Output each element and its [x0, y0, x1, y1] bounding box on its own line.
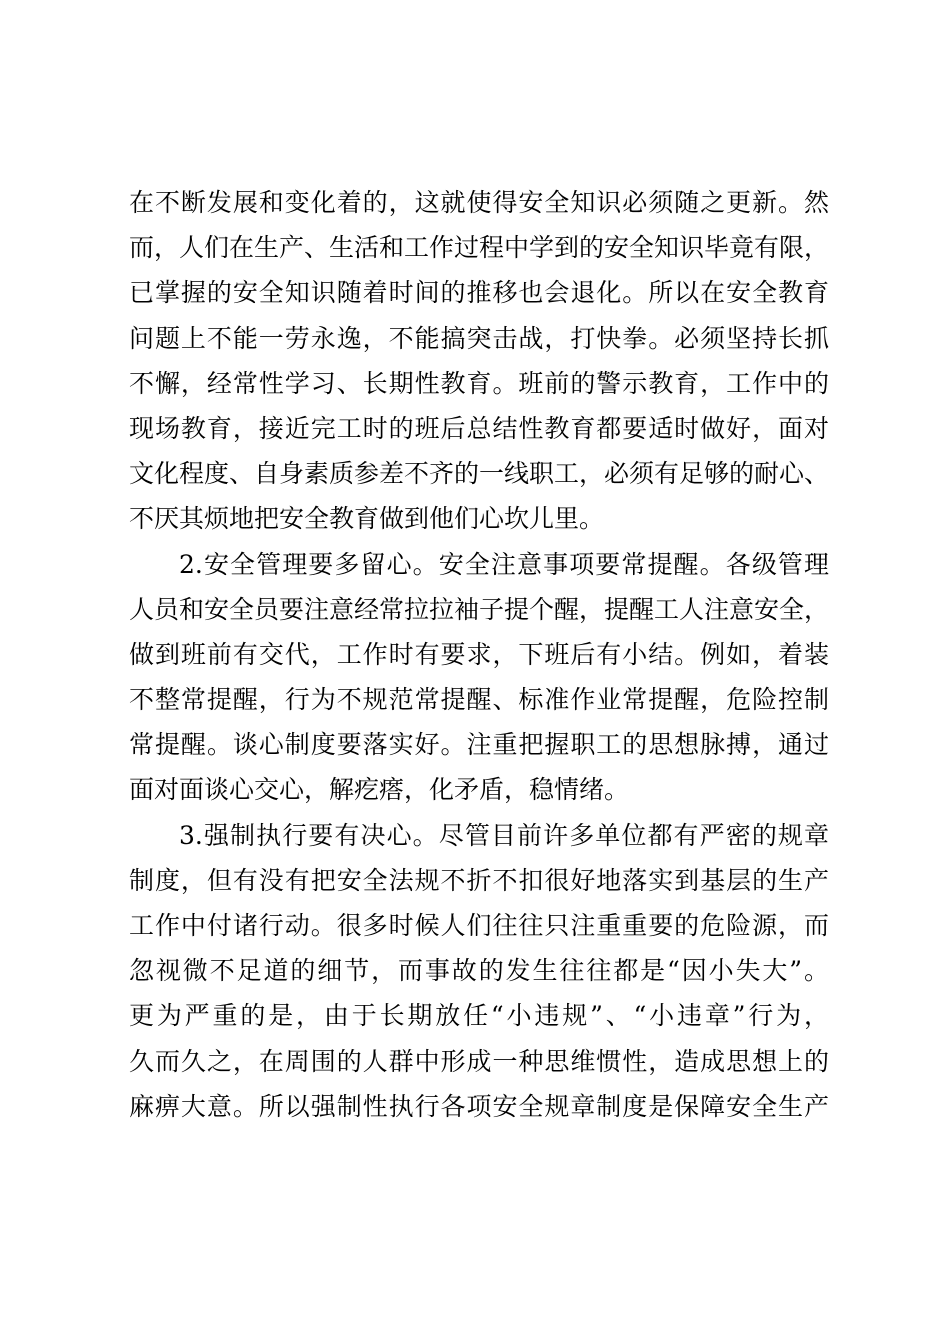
text-line: 问题上不能一劳永逸，不能搞突击战，打快拳。必须坚持长抓: [129, 323, 829, 353]
paragraph-1: [129, 180, 829, 542]
text-line: 常提醒。谈心制度要落实好。注重把握职工的思想脉搏，通过: [129, 730, 829, 760]
text-line: 久而久之，在周围的人群中形成一种思维惯性，造成思想上的: [129, 1046, 829, 1076]
text-line: 不整常提醒，行为不规范常提醒、标准作业常提醒，危险控制: [129, 685, 829, 715]
paragraph-3: [129, 813, 829, 1129]
text-line: 麻痹大意。所以强制性执行各项安全规章制度是保障安全生产: [129, 1091, 829, 1121]
text-line: 在不断发展和变化着的，这就使得安全知识必须随之更新。然: [129, 188, 829, 217]
text-line: 工作中付诸行动。很多时候人们往往只注重重要的危险源，而: [129, 911, 829, 940]
text-line: 制度，但有没有把安全法规不折不扣很好地落实到基层的生产: [129, 865, 829, 895]
text-line: 3.强制执行要有决心。尽管目前许多单位都有严密的规章: [179, 820, 829, 850]
text-line: 2.安全管理要多留心。安全注意事项要常提醒。各级管理: [179, 549, 829, 579]
text-line: 已掌握的安全知识随着时间的推移也会退化。所以在安全教育: [129, 278, 829, 308]
text-line: 人员和安全员要注意经常拉拉袖子提个醒，提醒工人注意安全，: [129, 594, 830, 624]
text-line: 现场教育，接近完工时的班后总结性教育都要适时做好，面对: [129, 413, 829, 443]
document-body: [129, 180, 829, 1129]
text-line: 做到班前有交代，工作时有要求，下班后有小结。例如，着装: [129, 639, 829, 669]
text-line: 忽视微不足道的细节，而事故的发生往往都是“因小失大”。: [129, 956, 829, 986]
text-line: 而，人们在生产、生活和工作过程中学到的安全知识毕竟有限，: [129, 233, 830, 263]
text-line: 面对面谈心交心，解疙瘩，化矛盾，稳情绪。: [129, 775, 630, 805]
paragraph-2: [129, 542, 829, 813]
text-line: 文化程度、自身素质参差不齐的一线职工，必须有足够的耐心、: [129, 459, 830, 489]
text-line: 不懈，经常性学习、长期性教育。班前的警示教育，工作中的: [129, 368, 829, 398]
text-line: 不厌其烦地把安全教育做到他们心坎儿里。: [129, 504, 605, 534]
text-line: 更为严重的是，由于长期放任“小违规”、“小违章”行为，: [129, 1001, 829, 1031]
